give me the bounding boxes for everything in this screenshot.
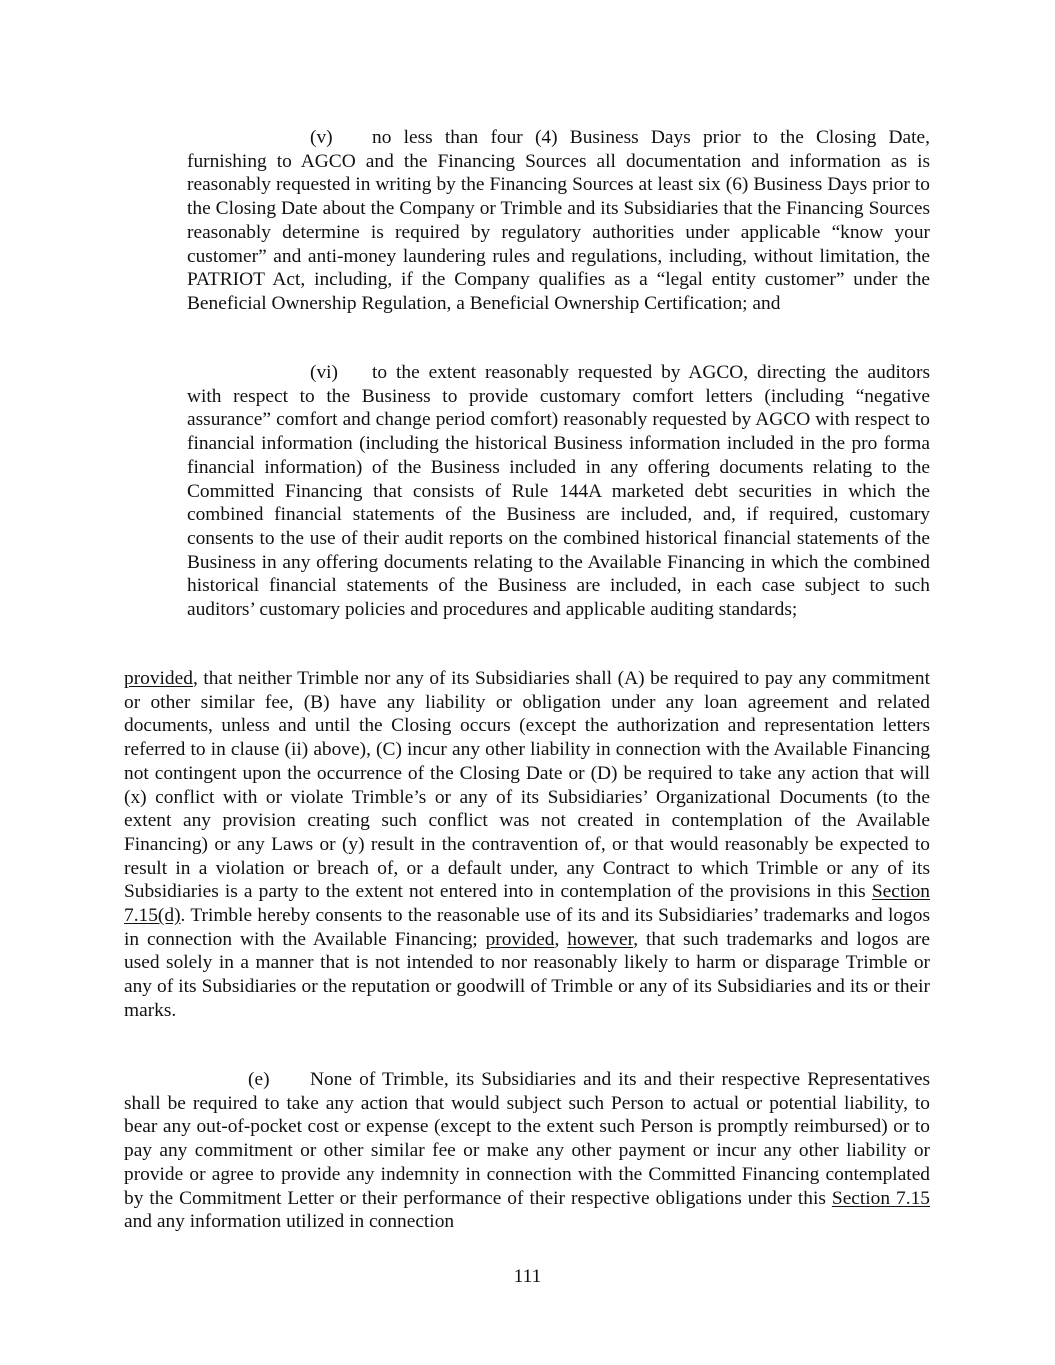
clause-vi	[187, 361, 930, 622]
clause-e-label: (e)	[248, 1069, 270, 1090]
clause-v-label: (v)	[310, 127, 333, 148]
proviso-text-1: , that neither Trimble nor any of its Subsidiaries shall (A) be required to pay any commitment or other similar fee, (B) have any liability or obligation under any loan agreement and related documents, unless and until the Closing occurs (except the authorization and representation letters referred to in clause (ii) above), (C) incur any other liability in connection with the Available Financing not contingent upon the occurrence of the Closing Date or (D) be required to take any action that will (x) conflict with or violate Trimble’s or any of its Subsidiaries’ Organizational Documents (to the extent any provision creating such conflict was not created in contemplation of the Available Financing) or any Laws or (y) result in the contravention of, or that would reasonably be expected to result in a violation or breach of, or a default under, any Contract to which Trimble or any of its Subsidiaries is a party to the extent not entered into in contemplation of the provisions in this	[124, 668, 930, 903]
provided-term: provided	[124, 668, 193, 689]
section-ref-7-15-d: Section 7.15(d)	[124, 881, 930, 927]
clause-e-text-1: None of Trimble, its Subsidiaries and its and their respective Representatives shall be required to take any action that would subject such Person to actual or potential liability, to bear any out-of-pocket cost or expense (except to the extent such Person is promptly reimbursed) or to pay any commitment or other similar fee or make any other payment or incur any other liability or provide or agree to provide any indemnity in connection with the Committed Financing contemplated by the Commitment Letter or their performance of their respective obligations under this	[124, 1069, 930, 1209]
proviso-paragraph	[124, 667, 930, 1023]
clause-e	[124, 1068, 930, 1234]
clause-vi-text: to the extent reasonably requested by AGCO, directing the auditors with respect to the Business to provide customary comfort letters (including “negative assurance” comfort and change period comfort) reasonably requested by AGCO with respect to financial information (including the historical Business information included in the pro forma financial information) of the Business included in any offering documents relating to the Committed Financing that consists of Rule 144A marketed debt securities in which the combined financial statements of the Business are included, and, if required, customary consents to the use of their audit reports on the combined historical financial statements of the Business in any offering documents relating to the Available Financing in which the combined historical financial statements of the Business are included, in each case subject to such auditors’ customary policies and procedures and applicable auditing standards;	[187, 362, 930, 621]
clause-vi-label: (vi)	[310, 362, 338, 383]
section-ref-7-15: Section 7.15	[831, 1187, 930, 1209]
clause-v	[187, 126, 930, 316]
proviso-text-3: , that such trademarks and logos are used solely in a manner that is not intended to nor reasonably likely to harm or disparage Trimble or any of its Subsidiaries or the reputation or goodwill of Trimble or any of its Subsidiaries and its or their marks.	[124, 928, 930, 1021]
page-number: 111	[513, 1266, 542, 1287]
however-term: however	[567, 928, 634, 950]
clause-e-text-2: and any information utilized in connection	[124, 1211, 455, 1233]
proviso-text-2: . Trimble hereby consents to the reasonable use of its and its Subsidiaries’ trademarks and logos in connection with the Available Financing;	[124, 905, 930, 950]
proviso-comma: ,	[554, 928, 568, 950]
clause-v-text: no less than four (4) Business Days prior to the Closing Date, furnishing to AGCO and the Financing Sources all documentation and information as is reasonably requested in writing by the Financing Sources at least six (6) Business Days prior to the Closing Date about the Company or Trimble and its Subsidiaries that the Financing Sources reasonably determine is required by regulatory authorities under applicable “know your customer” and anti-money laundering rules and regulations, including, without limitation, the PATRIOT Act, including, if the Company qualifies as a “legal entity customer” under the Beneficial Ownership Regulation, a Beneficial Ownership Certification; and	[187, 127, 930, 314]
provided-term-2: provided	[485, 928, 555, 950]
